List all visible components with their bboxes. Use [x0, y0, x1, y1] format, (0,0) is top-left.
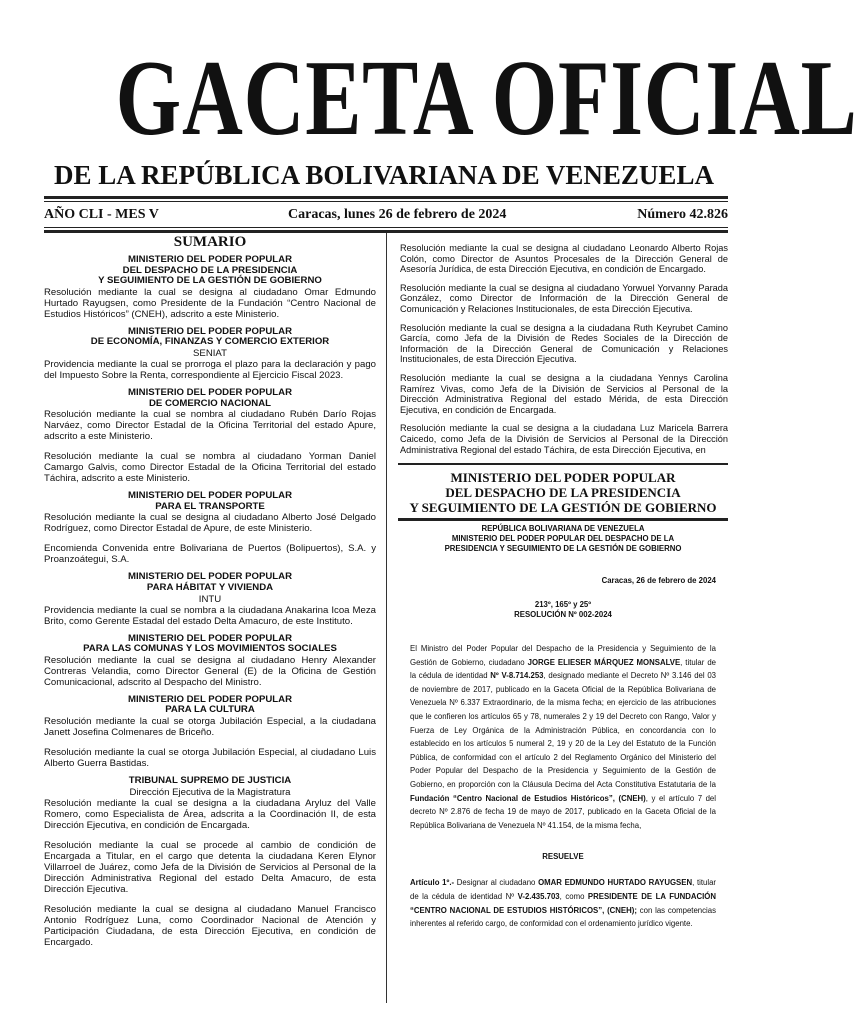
ministry-name-line: PARA EL TRANSPORTE	[155, 500, 265, 512]
ministry-name-line: Y SEGUIMIENTO DE LA GESTIÓN DE GOBIERNO	[98, 275, 322, 287]
resolution-document	[410, 524, 716, 931]
sumario-entry: Resolución mediante la cual se designa al ciudadano Yorwuel Yorvanny Parada González, como Director de Información de la Dirección General de Comunicación y Relaciones Institucionales, de esta Dirección Ejecutiva.	[400, 282, 728, 314]
issue-year-month: AÑO CLI - MES V	[44, 207, 159, 222]
sumario-heading: SUMARIO	[173, 234, 247, 250]
resolution-id: RESOLUCIÓN Nº 002-2024	[514, 610, 612, 619]
masthead	[40, 39, 858, 190]
header-rule-bottom-thin	[44, 227, 728, 228]
header-rule-top	[44, 196, 728, 199]
sumario-entry: Providencia mediante la cual se nombra a la ciudadana Anakarina Icoa Meza Brito, como Gerente Estadal del estado Delta Amacuro, de este Instituto.	[44, 604, 376, 627]
issue-date: Caracas, lunes 26 de febrero de 2024	[288, 207, 507, 222]
ministry-name-line: DEL DESPACHO DE LA PRESIDENCIA	[122, 264, 298, 276]
sumario-ministry	[44, 695, 376, 716]
sumario-entry: Resolución mediante la cual se designa a la ciudadana Yennys Carolina Ramírez Vivas, como Jefa de la División de Servicios al Personal de la Dirección Administrativa Regional del estado Mérida, de esta Dirección Ejecutiva, en condición de Encargada.	[400, 372, 728, 415]
ministry-name-line: MINISTERIO DEL PODER POPULAR	[128, 571, 292, 583]
right-entries-list	[398, 243, 728, 455]
ministry-name-line: TRIBUNAL SUPREMO DE JUSTICIA	[128, 774, 292, 786]
sumario-entry: Resolución mediante la cual se designa a la ciudadana Luz Maricela Barrera Caicedo, como Jefa de la División de Servicios al Personal de la Dirección Administrativa Regional del estado Táchira, de esta Dirección Ejecutiva, en	[400, 423, 728, 455]
sumario-entry: Resolución mediante la cual se designa a la ciudadana Aryluz del Valle Romero, como Especialista de Área, adscrita a la Coordinación II, de esta Dirección Ejecutiva, en condición de Encargada.	[44, 797, 376, 831]
issue-number: Número 42.826	[637, 207, 728, 222]
sumario-entry: Encomienda Convenida entre Bolivariana de Puertos (Bolipuertos), S.A. y Proanzoátegui, S.A.	[44, 543, 376, 566]
gazette-subtitle: DE LA REPÚBLICA BOLIVARIANA DE VENEZUELA	[54, 160, 714, 190]
sumario-entry: Providencia mediante la cual se prorroga el plazo para la declaración y pago del Impuesto Sobre la Renta, correspondiente al Ejercicio Fiscal 2023.	[44, 358, 376, 381]
sumario-ministry	[44, 491, 376, 512]
sumario-ministry	[44, 776, 376, 787]
sumario-entry: Resolución mediante la cual se designa al ciudadano Omar Edmundo Hurtado Rayugsen, como Presidente de la Fundación “Centro Nacional de Estudios Históricos” (CNEH), adscrito a este Ministerio.	[44, 286, 376, 320]
ministry-name-line: MINISTERIO DEL PODER POPULAR	[128, 325, 292, 337]
column-divider	[386, 233, 387, 1003]
article-1: Artículo 1º.- Designar al ciudadano OMAR EDMUNDO HURTADO RAYUGSEN, titular de la cédula de identidad Nº V-2.435.703, como PRESIDENTE DE LA FUNDACIÓN “CENTRO NACIONAL DE ESTUDIOS HISTÓRICOS”, (CNEH); con las competencias inherentes al referido cargo, de conformidad con el ordenamiento jurídico vigente.	[410, 878, 717, 929]
header-rule-top-thin	[44, 201, 728, 202]
right-column-entries	[398, 243, 728, 465]
ministry-subentity: SENIAT	[193, 347, 227, 359]
ministry-name-line: DE COMERCIO NACIONAL	[148, 397, 272, 409]
ministry-name-line: MINISTERIO DEL PODER POPULAR	[128, 254, 292, 265]
resolution-years: 213º, 165º y 25º	[534, 600, 592, 609]
resuelve-heading: RESUELVE	[542, 852, 584, 862]
document-header-line: REPÚBLICA BOLIVARIANA DE VENEZUELA	[481, 524, 645, 533]
ministry-name-line: MINISTERIO DEL PODER POPULAR	[128, 490, 292, 502]
ministry-name-line: MINISTERIO DEL PODER POPULAR	[128, 693, 292, 705]
sumario-entry: Resolución mediante la cual se otorga Jubilación Especial, a la ciudadana Janett Josefina Colmenares de Briceño.	[44, 715, 376, 738]
sumario-entry: Resolución mediante la cual se otorga Jubilación Especial, al ciudadano Luis Alberto Guerra Bastidas.	[44, 746, 376, 769]
ministry-name-line: PARA HÁBITAT Y VIVIENDA	[146, 581, 274, 593]
resolution-number	[410, 600, 716, 620]
sumario-entry: Resolución mediante la cual se designa al ciudadano Henry Alexander Contreras Velandia, como Director General (E) de la Oficina de Gestión Comunicacional, adscrito al Despacho del Ministro.	[44, 654, 376, 688]
document-header	[410, 524, 716, 554]
sumario-entry: Resolución mediante la cual se designa al ciudadano Manuel Francisco Antonio Rodríguez Luna, como Coordinador Nacional de Atención y Participación Ciudadana, de esta Dirección Ejecutiva, en condición de Encargado.	[44, 903, 376, 948]
sumario-entry: Resolución mediante la cual se designa a la ciudadana Ruth Keyrubet Camino García, como Jefa de la División de Redes Sociales de la Dirección de Información de la Dirección General de Comunicación y Relaciones Institucionales, de esta Dirección Ejecutiva.	[400, 322, 728, 365]
ministry-heading-line: DEL DESPACHO DE LA PRESIDENCIA	[445, 485, 681, 500]
sumario-ministry	[44, 572, 376, 593]
ministry-name-line: MINISTERIO DEL PODER POPULAR	[128, 632, 292, 644]
sumario-entry: Resolución mediante la cual se procede al cambio de condición de Encargada a Titular, en el cargo que detenta la ciudadana Keren Elynor Villarroel de Juárez, como Jefa de la División de Servicios al Personal de la Dirección Administrativa Regional del estado Delta Amacuro, de esta Dirección Ejecutiva.	[44, 839, 376, 895]
ministry-subentity: Dirección Ejecutiva de la Magistratura	[129, 786, 291, 798]
ministry-section-heading	[398, 470, 728, 521]
sumario-entry: Resolución mediante la cual se designa al ciudadano Alberto José Delgado Rodríguez, como Director Estadal de Apure, de este Ministerio.	[44, 512, 376, 535]
ministry-name-line: PARA LA CULTURA	[165, 704, 255, 716]
right-rule	[398, 463, 728, 465]
ministry-heading-line: MINISTERIO DEL PODER POPULAR	[450, 470, 676, 485]
gazette-title: GACETA OFICIAL	[115, 39, 858, 158]
sumario-ministry	[44, 634, 376, 655]
resolution-preamble: El Ministro del Poder Popular del Despacho de la Presidencia y Seguimiento de la Gestión de Gobierno, ciudadano JORGE ELIESER MÁRQUEZ MONSALVE, titular de la cédula de identidad Nº V-8.714.253, designado mediante el Decreto Nº 3.146 del 03 de noviembre de 2017, publicado en la Gaceta Oficial de la República Bolivariana de Venezuela Nº 6.337 Extraordinario, de la misma fecha; en ejercicio de las atribuciones que le confieren los artículos 65 y 78, numerales 2 y 19 del Decreto con Rango, Valor y Fuerza de Ley Orgánica de la Administración Pública, en concordancia con lo establecido en los artículos 5 numeral 2, 19 y 20 de la Ley del Estatuto de la Función Pública, de conformidad con el artículo 2 del Reglamento Orgánico del Ministerio del Poder Popular del Despacho de la Presidencia y Seguimiento de la Gestión de Gobierno, en proporción con la Cláusula Decima del Acta Constitutiva Estatutaria de la Fundación “Centro Nacional de Estudios Históricos”, (CNEH), y el artículo 7 del decreto Nº 2.876 de fecha 19 de mayo de 2017, publicado en la Gaceta Oficial de la República Bolivariana de Venezuela Nº 41.154, de la misma fecha,	[410, 644, 717, 830]
sumario-sections	[44, 255, 376, 948]
sumario-entry: Resolución mediante la cual se nombra al ciudadano Rubén Darío Rojas Narváez, como Director Estadal de la Oficina Territorial del estado Apure, adscrito a este Ministerio.	[44, 409, 376, 443]
sumario-ministry	[44, 327, 376, 348]
document-date: Caracas, 26 de febrero de 2024	[601, 576, 716, 585]
ministry-heading-line: Y SEGUIMIENTO DE LA GESTIÓN DE GOBIERNO	[409, 500, 717, 515]
ministry-subentity: INTU	[198, 593, 222, 605]
ministry-name-line: PARA LAS COMUNAS Y LOS MOVIMIENTOS SOCIALES	[83, 643, 337, 655]
issue-info-bar	[44, 207, 728, 225]
sumario-ministry	[44, 255, 376, 287]
document-header-line: MINISTERIO DEL PODER POPULAR DEL DESPACHO DE LA	[451, 534, 675, 543]
sumario-ministry	[44, 388, 376, 409]
sumario-entry: Resolución mediante la cual se nombra al ciudadano Yorman Daniel Camargo Galvis, como Director Estadal de la Oficina Territorial del estado Táchira, adscrito a este Ministerio.	[44, 451, 376, 485]
ministry-heading-rule	[398, 518, 728, 521]
ministry-name-line: MINISTERIO DEL PODER POPULAR	[128, 386, 292, 398]
sumario-entry: Resolución mediante la cual se designa al ciudadano Leonardo Alberto Rojas Colón, como Director de Asuntos Procesales de la Dirección General de Asesoría Jurídica, de esta Dirección Ejecutiva, en condición de Encargado.	[400, 243, 728, 275]
ministry-name-line: DE ECONOMÍA, FINANZAS Y COMERCIO EXTERIOR	[90, 336, 330, 348]
sumario-column	[44, 233, 376, 948]
document-header-line: PRESIDENCIA Y SEGUIMIENTO DE LA GESTIÓN DE GOBIERNO	[444, 544, 682, 553]
